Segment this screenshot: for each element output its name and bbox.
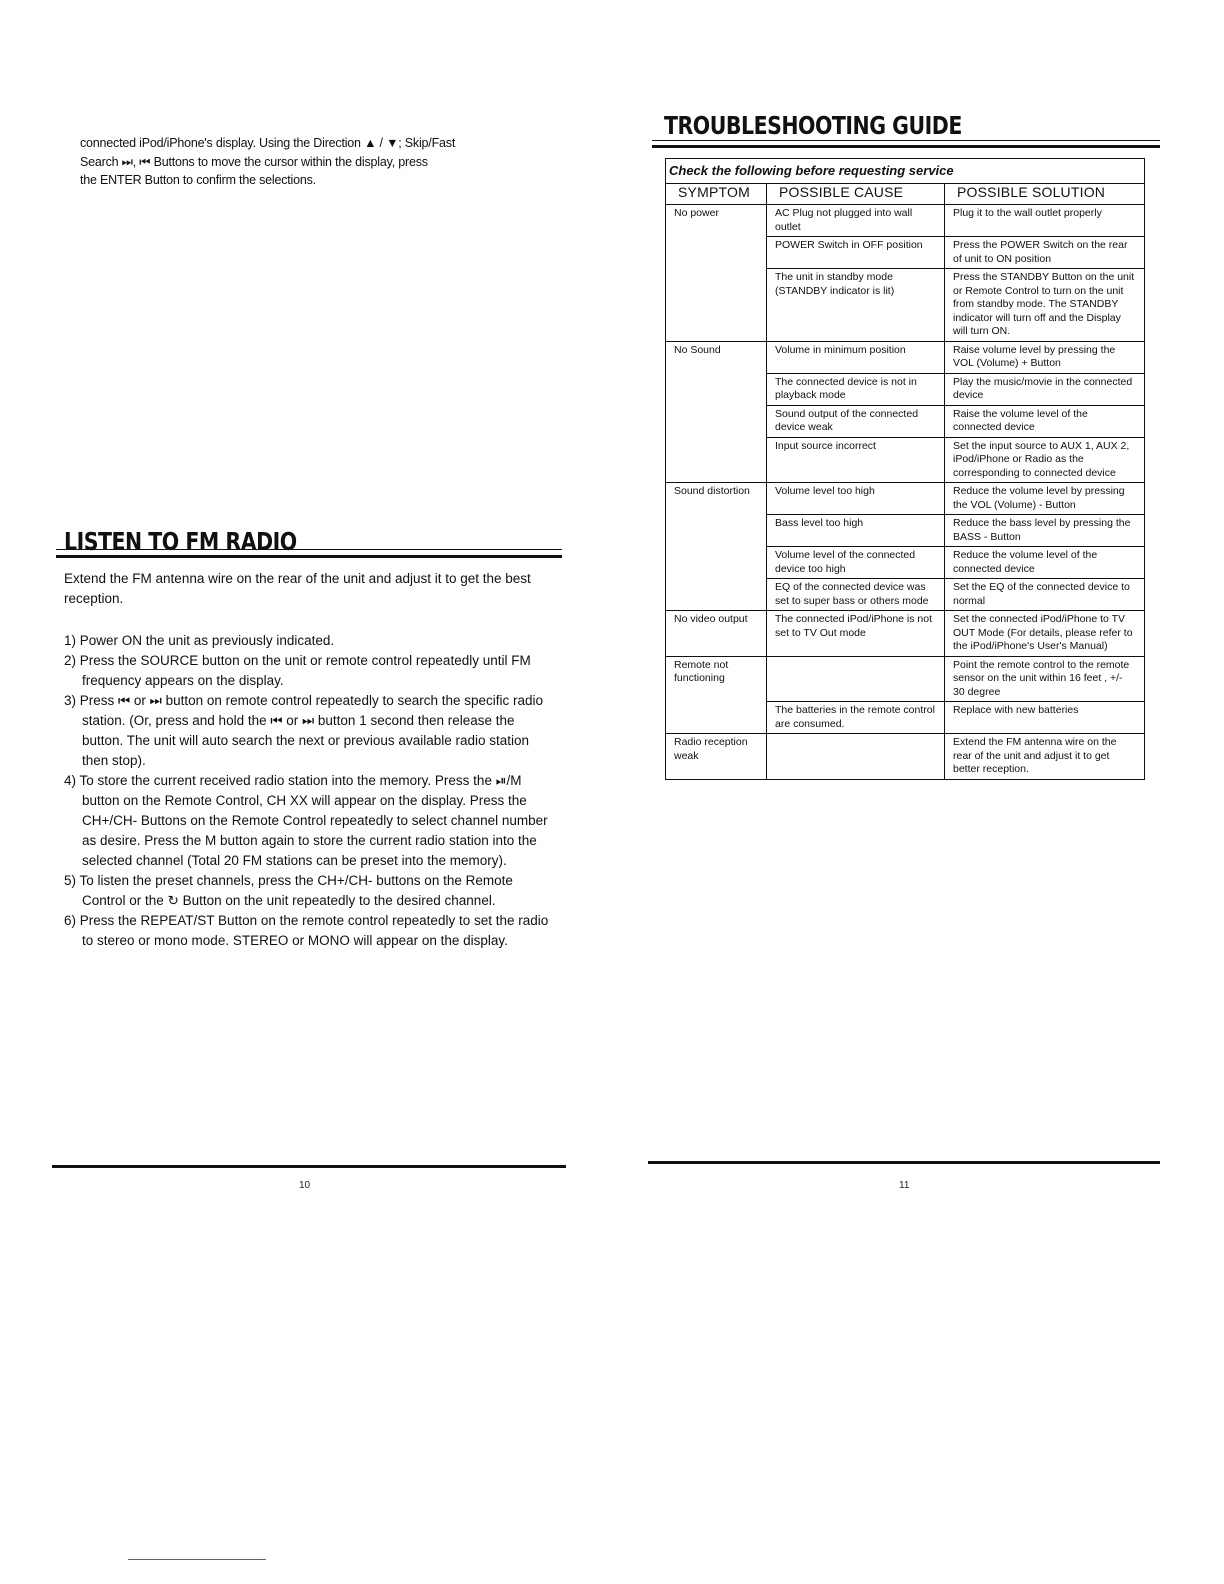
cause-cell: Sound output of the connected device weak	[767, 405, 945, 437]
cause-cell: The connected iPod/iPhone is not set to TV Out mode	[767, 611, 945, 657]
symptom-cell: No video output	[666, 611, 767, 657]
cause-cell: Bass level too high	[767, 515, 945, 547]
cause-cell: Volume level of the connected device too high	[767, 547, 945, 579]
solution-cell: Set the connected iPod/iPhone to TV OUT Mode (For details, please refer to the iPod/iPhone's User's Manual)	[945, 611, 1145, 657]
cause-cell: Volume in minimum position	[767, 341, 945, 373]
fm-steps-list	[64, 631, 554, 951]
heading-rule	[56, 555, 562, 558]
cause-cell: POWER Switch in OFF position	[767, 237, 945, 269]
symptom-cell: Remote not functioning	[666, 656, 767, 734]
cause-cell: The batteries in the remote control are consumed.	[767, 702, 945, 734]
solution-cell: Set the EQ of the connected device to normal	[945, 579, 1145, 611]
page-number: 11	[899, 1180, 910, 1191]
link-underline	[128, 1559, 266, 1560]
table-row	[666, 656, 1145, 702]
fm-step: 6) Press the REPEAT/ST Button on the remote control repeatedly to set the radio to stereo or mono mode. STEREO or MONO will appear on the display.	[64, 913, 549, 948]
table-row	[666, 611, 1145, 657]
fm-step: 5) To listen the preset channels, press the CH+/CH- buttons on the Remote Control or the ↻ Button on the unit repeatedly to the desired channel.	[64, 873, 513, 908]
solution-cell: Play the music/movie in the connected device	[945, 373, 1145, 405]
cause-cell	[767, 734, 945, 780]
intro-line: connected iPod/iPhone's display. Using the Direction ▲ / ▼; Skip/Fast	[80, 136, 456, 150]
intro-line: Search ⏭, ⏮ Buttons to move the cursor within the display, press	[80, 154, 428, 169]
table-row	[666, 341, 1145, 373]
fm-step: 1) Power ON the unit as previously indicated.	[64, 633, 335, 648]
table-caption: Check the following before requesting service	[666, 159, 1145, 184]
heading-rule	[652, 140, 1160, 141]
cause-cell: EQ of the connected device was set to super bass or others mode	[767, 579, 945, 611]
solution-cell: Press the STANDBY Button on the unit or Remote Control to turn on the unit from standby mode. The STANDBY indicator will turn off and the Display will turn ON.	[945, 269, 1145, 342]
solution-cell: Extend the FM antenna wire on the rear of the unit and adjust it to get better reception.	[945, 734, 1145, 780]
symptom-cell: No Sound	[666, 341, 767, 483]
footer-rule	[648, 1161, 1160, 1164]
solution-cell: Plug it to the wall outlet properly	[945, 205, 1145, 237]
fm-radio-heading: LISTEN TO FM RADIO	[64, 527, 297, 556]
page-number: 10	[299, 1180, 311, 1191]
solution-cell: Raise the volume level of the connected device	[945, 405, 1145, 437]
troubleshooting-heading: TROUBLESHOOTING GUIDE	[664, 111, 962, 140]
symptom-cell: Sound distortion	[666, 483, 767, 611]
cause-cell: The unit in standby mode (STANDBY indicator is lit)	[767, 269, 945, 342]
table-row	[666, 734, 1145, 780]
heading-rule	[56, 549, 562, 550]
troubleshooting-table	[665, 158, 1144, 780]
left-intro-text	[80, 134, 550, 190]
fm-step: 4) To store the current received radio station into the memory. Press the ⏯/M button on the Remote Control, CH XX will appear on the display. Press the CH+/CH- Buttons on the Remote Control repeatedly to select channel number as desire. Press the M button again to store the current radio station into the selected channel (Total 20 FM stations can be preset into the memory).	[64, 773, 548, 868]
column-header-cause: POSSIBLE CAUSE	[767, 184, 945, 205]
intro-line: the ENTER Button to confirm the selections.	[80, 173, 316, 187]
solution-cell: Point the remote control to the remote sensor on the unit within 16 feet , +/- 30 degree	[945, 656, 1145, 702]
solution-cell: Reduce the bass level by pressing the BASS - Button	[945, 515, 1145, 547]
table-row	[666, 483, 1145, 515]
symptom-cell: Radio reception weak	[666, 734, 767, 780]
cause-cell: AC Plug not plugged into wall outlet	[767, 205, 945, 237]
cause-cell	[767, 656, 945, 702]
fm-intro-paragraph: Extend the FM antenna wire on the rear of the unit and adjust it to get the best reception.	[64, 571, 531, 606]
solution-cell: Reduce the volume level of the connected device	[945, 547, 1145, 579]
footer-rule	[52, 1165, 566, 1168]
solution-cell: Reduce the volume level by pressing the VOL (Volume) - Button	[945, 483, 1145, 515]
column-header-solution: POSSIBLE SOLUTION	[945, 184, 1145, 205]
fm-step: 2) Press the SOURCE button on the unit or remote control repeatedly until FM frequency appears on the display.	[64, 653, 531, 688]
fm-step: 3) Press ⏮ or ⏭ button on remote control repeatedly to search the specific radio station. (Or, press and hold the ⏮ or ⏭ button 1 second then release the button. The unit will auto search the next or previous available radio station then stop).	[64, 693, 544, 768]
column-header-symptom: SYMPTOM	[666, 184, 767, 205]
symptom-cell: No power	[666, 205, 767, 342]
solution-cell: Set the input source to AUX 1, AUX 2, iPod/iPhone or Radio as the corresponding to connected device	[945, 437, 1145, 483]
cause-cell: Volume level too high	[767, 483, 945, 515]
solution-cell: Raise volume level by pressing the VOL (Volume) + Button	[945, 341, 1145, 373]
solution-cell: Press the POWER Switch on the rear of unit to ON position	[945, 237, 1145, 269]
cause-cell: Input source incorrect	[767, 437, 945, 483]
cause-cell: The connected device is not in playback mode	[767, 373, 945, 405]
table-row	[666, 205, 1145, 237]
solution-cell: Replace with new batteries	[945, 702, 1145, 734]
heading-rule	[652, 145, 1160, 148]
fm-radio-content	[64, 569, 554, 951]
